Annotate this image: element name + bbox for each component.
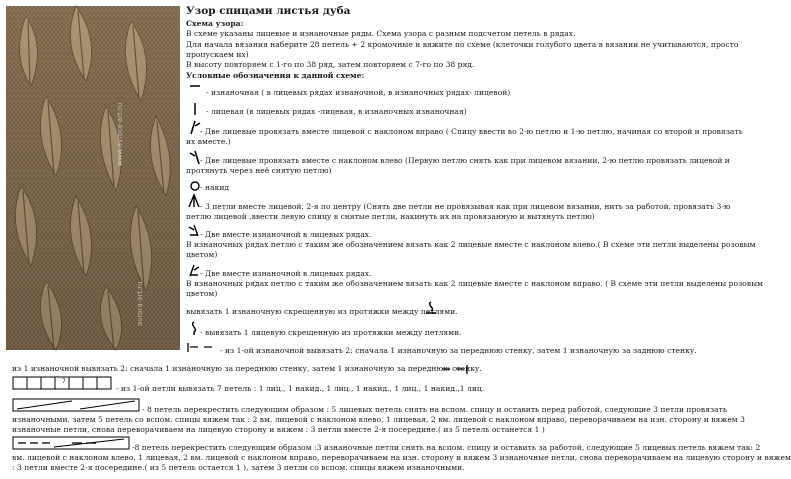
legend-cross-8-left: : 3 петли вместе 2-я посередине.( из 5 петель остается 1 ), затем 3 петли со вспом. спицы вяжем изнаночными. [12,463,465,472]
purl-1-to-2-alt-icon [440,362,470,376]
knit-symbol-icon [188,101,202,117]
scheme-heading: Схема узора: [186,19,244,28]
legend-cross-8-right: изнаночные петли, снова переворачиваем на лицевую сторону и вяжем : 3 петли вместе 2-я посередине.( из 5 петель останется 1 ) [12,425,545,434]
legend-cross-8-left: вм. лицевой с наклоном влево, 1 лицевая, 2 вм. лицевой с наклоном вправо, переворачиваем на изн. сторону и вяжем 3 изнаночные петли, снова переворачиваем на лицевую сторону и вяжем [12,453,791,462]
scheme-text: В высоту повторяем с 1-го по 38 ряд, затем повторяем с 7-го по 38 ряд. [186,60,475,69]
seven-label: 7 [62,378,66,385]
page-title: Узор спицами листья дуба [186,5,351,17]
legend-heading: Условные обозначения к данной схеме: [186,71,365,80]
legend-purl-1-to-2-alt: из 1 изнаночной вывязать 2: сначала 1 изнаночную за переднюю стенку, затем 1 изнаночную за переднюю стенку. [12,364,482,373]
watermark: www.avrora-art.ru [116,102,124,166]
k3-center-icon [187,193,201,209]
legend-p2tog2: В изнаночных рядах петлю с таким же обозначением вязать как 2 лицевые вместе с наклоном вправо. ( В схеме эти петли выделены розовым [186,279,764,288]
legend-twisted-knit: - вывязать 1 лицевую скрещенную из протяжки между петлями. [200,328,462,337]
legend-k2tog-right: их вместе.) [186,137,231,146]
legend-one-to-seven: - из 1-ой петли вывязать 7 петель : 1 лиц., 1 накид., 1 лиц., 1 накид., 1 лиц., 1 накид.,1 лиц. [116,384,485,393]
purl-symbol-icon [188,82,202,98]
legend-yarn-over: - накид [200,183,230,192]
twisted-purl-icon [424,300,438,316]
legend-k3-center: - 3 петли вместе лицевой, 2-я по центру (Снять две петли не провязывая как при лицевом вязании, нить за работой, провязать 3-ю [200,202,731,211]
twisted-knit-icon [187,320,201,336]
cross-8-left-icon [12,435,130,451]
legend-cross-8-right: - 8 петель перекрестить следующим образом : 5 лицевых петель снять на вспом. спицу и оставить перед работой, следующие 3 петли провязать [142,405,727,414]
knitting-photo [6,6,180,350]
legend-purl-1-to-2: - из 1-ой изнаночной вывязать 2: сначала 1 изнаночную за переднюю стенку, затем 1 изнаночную за заднюю стенку. [220,346,697,355]
scheme-text: пропускаем их) [186,50,249,59]
legend-purl: - изнаночная ( в лицевых рядах изнаночной, в изнаночных рядах- лицевой) [206,88,511,97]
legend-k2tog-left: - Две лицевые провязать вместе с наклоном влево (Первую петлю снять как при лицевом вязании, 2-ю петлю провязать лицевой и [200,156,730,165]
legend-p2tog2: цветом) [186,289,218,298]
legend-p2tog: цветом) [186,250,218,259]
legend-twisted-purl: вывязать 1 изнаночную скрещенную из протяжки между петлями. [186,307,458,316]
legend-p2tog2: - Две вместе изнаночной в лицевых рядах. [200,269,372,278]
cross-8-right-icon [12,397,140,413]
watermark: avrora-art.ru [136,281,144,326]
p2tog-right-icon [187,262,201,278]
legend-p2tog: В изнаночных рядах петлю с таким же обозначением вязать как 2 лицевые вместе с наклоном влево.( В схеме эти петли выделены розовым [186,240,756,249]
legend-k2tog-right: - Две лицевые провязать вместе лицевой с наклоном вправо ( Спицу ввести во 2-ю петлю и 1-ю петлю, начиная со второй и провязать [200,127,743,136]
legend-k3-center: петлю лицевой ,ввести левую спицу в снятые петли, накинуть их на провязанную и вытянуть петлю) [186,212,595,221]
legend-cross-8-right: изнаночными, затем 5 петель со вспом. спицы вяжем так : 2 вм. лицевой с наклоном влево, 1 лицевая, 2 вм. лицевой с наклоном вправо, переворачиваем на изн. сторону и вяжем 3 [12,415,745,424]
legend-cross-8-left: -8 петель перекрестить следующим образом :3 изнаночные петли снять на вспом. спицу и оставить за работой, следующие 5 лицевых петель вяжем так: 2 [132,443,761,452]
legend-p2tog: - Две вместе изнаночной в лицевых рядах. [200,230,372,239]
scheme-text: Для начала вязания наберите 28 петель + 2 кромочные и вяжите по схеме (клеточки голубого цвета в вязании не учитываются, просто [186,40,739,49]
legend-knit: - лицевая (в лицевых рядах -лицевая, в изнаночных изнаночная) [206,107,467,116]
scheme-text: В схеме указаны лицевые и изнаночные ряды. Схема узора с разным подсчетом петель в рядах. [186,29,576,38]
p2tog-left-icon [187,222,201,238]
legend-k2tog-left: протянуть через неё снятую петлю) [186,166,332,175]
purl-1-to-2-icon [186,340,216,354]
